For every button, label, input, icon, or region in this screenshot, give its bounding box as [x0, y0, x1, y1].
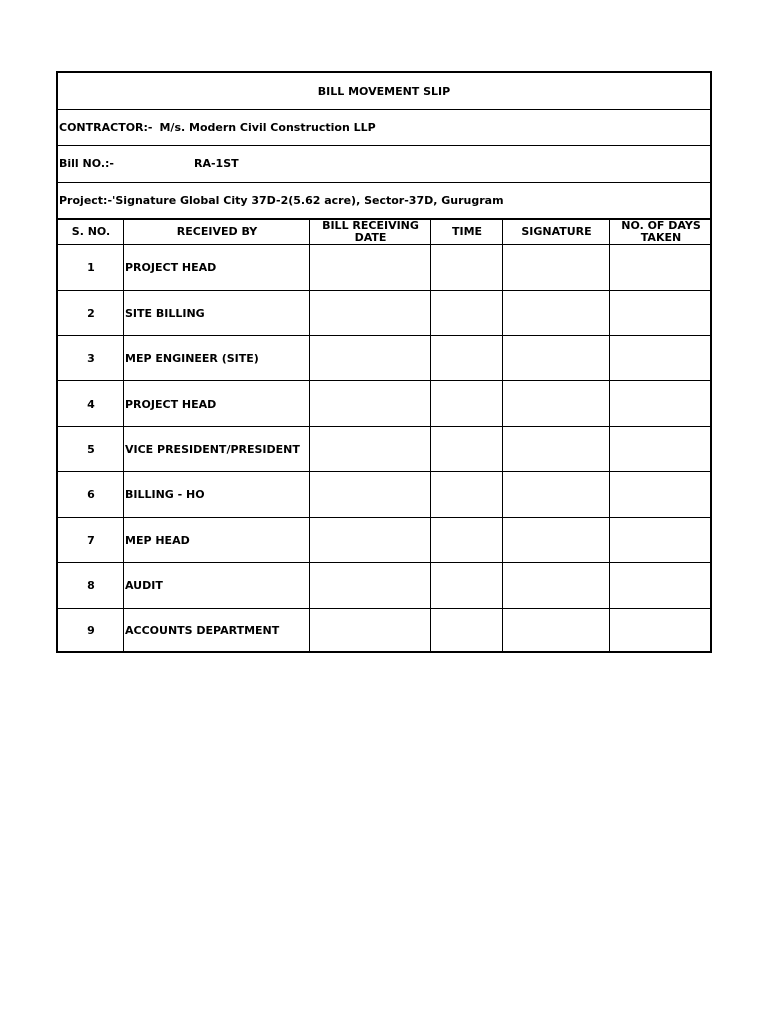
- row-9-signature-cell[interactable]: [503, 609, 609, 651]
- row-5-time-cell[interactable]: [431, 427, 502, 472]
- row-6-signature-cell[interactable]: [503, 472, 609, 517]
- row-3-days-cell[interactable]: [610, 336, 712, 381]
- row-6-days-cell[interactable]: [610, 472, 712, 517]
- row-2-date-cell[interactable]: [310, 291, 430, 336]
- row-7-date-cell[interactable]: [310, 518, 430, 563]
- contractor-label: CONTRACTOR:-: [59, 120, 153, 134]
- row-6-time-cell[interactable]: [431, 472, 502, 517]
- row-9-received-by: ACCOUNTS DEPARTMENT: [125, 623, 280, 637]
- row-8-received-by: AUDIT: [125, 579, 163, 592]
- row-3-received-by: MEP ENGINEER (SITE): [125, 352, 259, 365]
- row-1-sno: 1: [87, 261, 95, 274]
- row-1-days-cell[interactable]: [610, 245, 712, 290]
- row-6-sno: 6: [87, 488, 95, 501]
- row-3-date-cell[interactable]: [310, 336, 430, 381]
- bill-movement-slip: [56, 71, 712, 653]
- row-4-date-cell[interactable]: [310, 381, 430, 427]
- row-4-received-by: PROJECT HEAD: [125, 397, 217, 411]
- row-2-sno: 2: [87, 307, 95, 320]
- row-3-time-cell[interactable]: [431, 336, 502, 381]
- row-4-time-cell[interactable]: [431, 381, 502, 427]
- row-7-signature-cell[interactable]: [503, 518, 609, 563]
- bill-no-label: Bill NO.:-: [59, 157, 114, 170]
- row-1-signature-cell[interactable]: [503, 245, 609, 290]
- column-header-received-by: RECEIVED BY: [176, 224, 258, 238]
- row-7-sno: 7: [87, 534, 95, 547]
- row-1-received-by: PROJECT HEAD: [125, 261, 217, 274]
- column-header-sno: S. NO.: [71, 224, 111, 238]
- column-header-days-taken: NO. OF DAYS TAKEN: [621, 218, 701, 244]
- contractor-row: [58, 109, 710, 145]
- row-1-date-cell[interactable]: [310, 245, 430, 290]
- project-row: [58, 182, 710, 218]
- slip-title: BILL MOVEMENT SLIP: [317, 84, 451, 98]
- row-9-date-cell[interactable]: [310, 609, 430, 651]
- column-header-bill-receiving-date: BILL RECEIVING DATE: [322, 218, 419, 244]
- slip-title-row: [58, 73, 710, 109]
- row-2-signature-cell[interactable]: [503, 291, 609, 336]
- row-6-received-by: BILLING - HO: [125, 488, 205, 501]
- row-5-sno: 5: [87, 443, 95, 456]
- row-9-sno: 9: [87, 623, 95, 637]
- row-2-received-by: SITE BILLING: [125, 307, 205, 320]
- row-8-sno: 8: [87, 579, 95, 592]
- row-4-signature-cell[interactable]: [503, 381, 609, 427]
- row-4-sno: 4: [87, 397, 95, 411]
- row-2-days-cell[interactable]: [610, 291, 712, 336]
- row-6-date-cell[interactable]: [310, 472, 430, 517]
- bill-no-row: [58, 145, 710, 182]
- row-7-time-cell[interactable]: [431, 518, 502, 563]
- row-8-date-cell[interactable]: [310, 563, 430, 608]
- row-5-signature-cell[interactable]: [503, 427, 609, 472]
- row-1-time-cell[interactable]: [431, 245, 502, 290]
- row-4-days-cell[interactable]: [610, 381, 712, 427]
- bill-no-value: RA-1ST: [194, 157, 239, 170]
- project-text: Project:-'Signature Global City 37D-2(5.62 acre), Sector-37D, Gurugram: [59, 193, 504, 207]
- column-header-signature: SIGNATURE: [521, 224, 592, 238]
- row-3-signature-cell[interactable]: [503, 336, 609, 381]
- row-5-days-cell[interactable]: [610, 427, 712, 472]
- row-5-received-by: VICE PRESIDENT/PRESIDENT: [125, 443, 300, 456]
- row-8-time-cell[interactable]: [431, 563, 502, 608]
- column-header-time: TIME: [451, 224, 483, 238]
- contractor-value: M/s. Modern Civil Construction LLP: [159, 120, 376, 134]
- row-8-days-cell[interactable]: [610, 563, 712, 608]
- row-8-signature-cell[interactable]: [503, 563, 609, 608]
- row-3-sno: 3: [87, 352, 95, 365]
- row-9-time-cell[interactable]: [431, 609, 502, 651]
- row-7-received-by: MEP HEAD: [125, 534, 190, 547]
- row-7-days-cell[interactable]: [610, 518, 712, 563]
- row-5-date-cell[interactable]: [310, 427, 430, 472]
- row-9-days-cell[interactable]: [610, 609, 712, 651]
- row-2-time-cell[interactable]: [431, 291, 502, 336]
